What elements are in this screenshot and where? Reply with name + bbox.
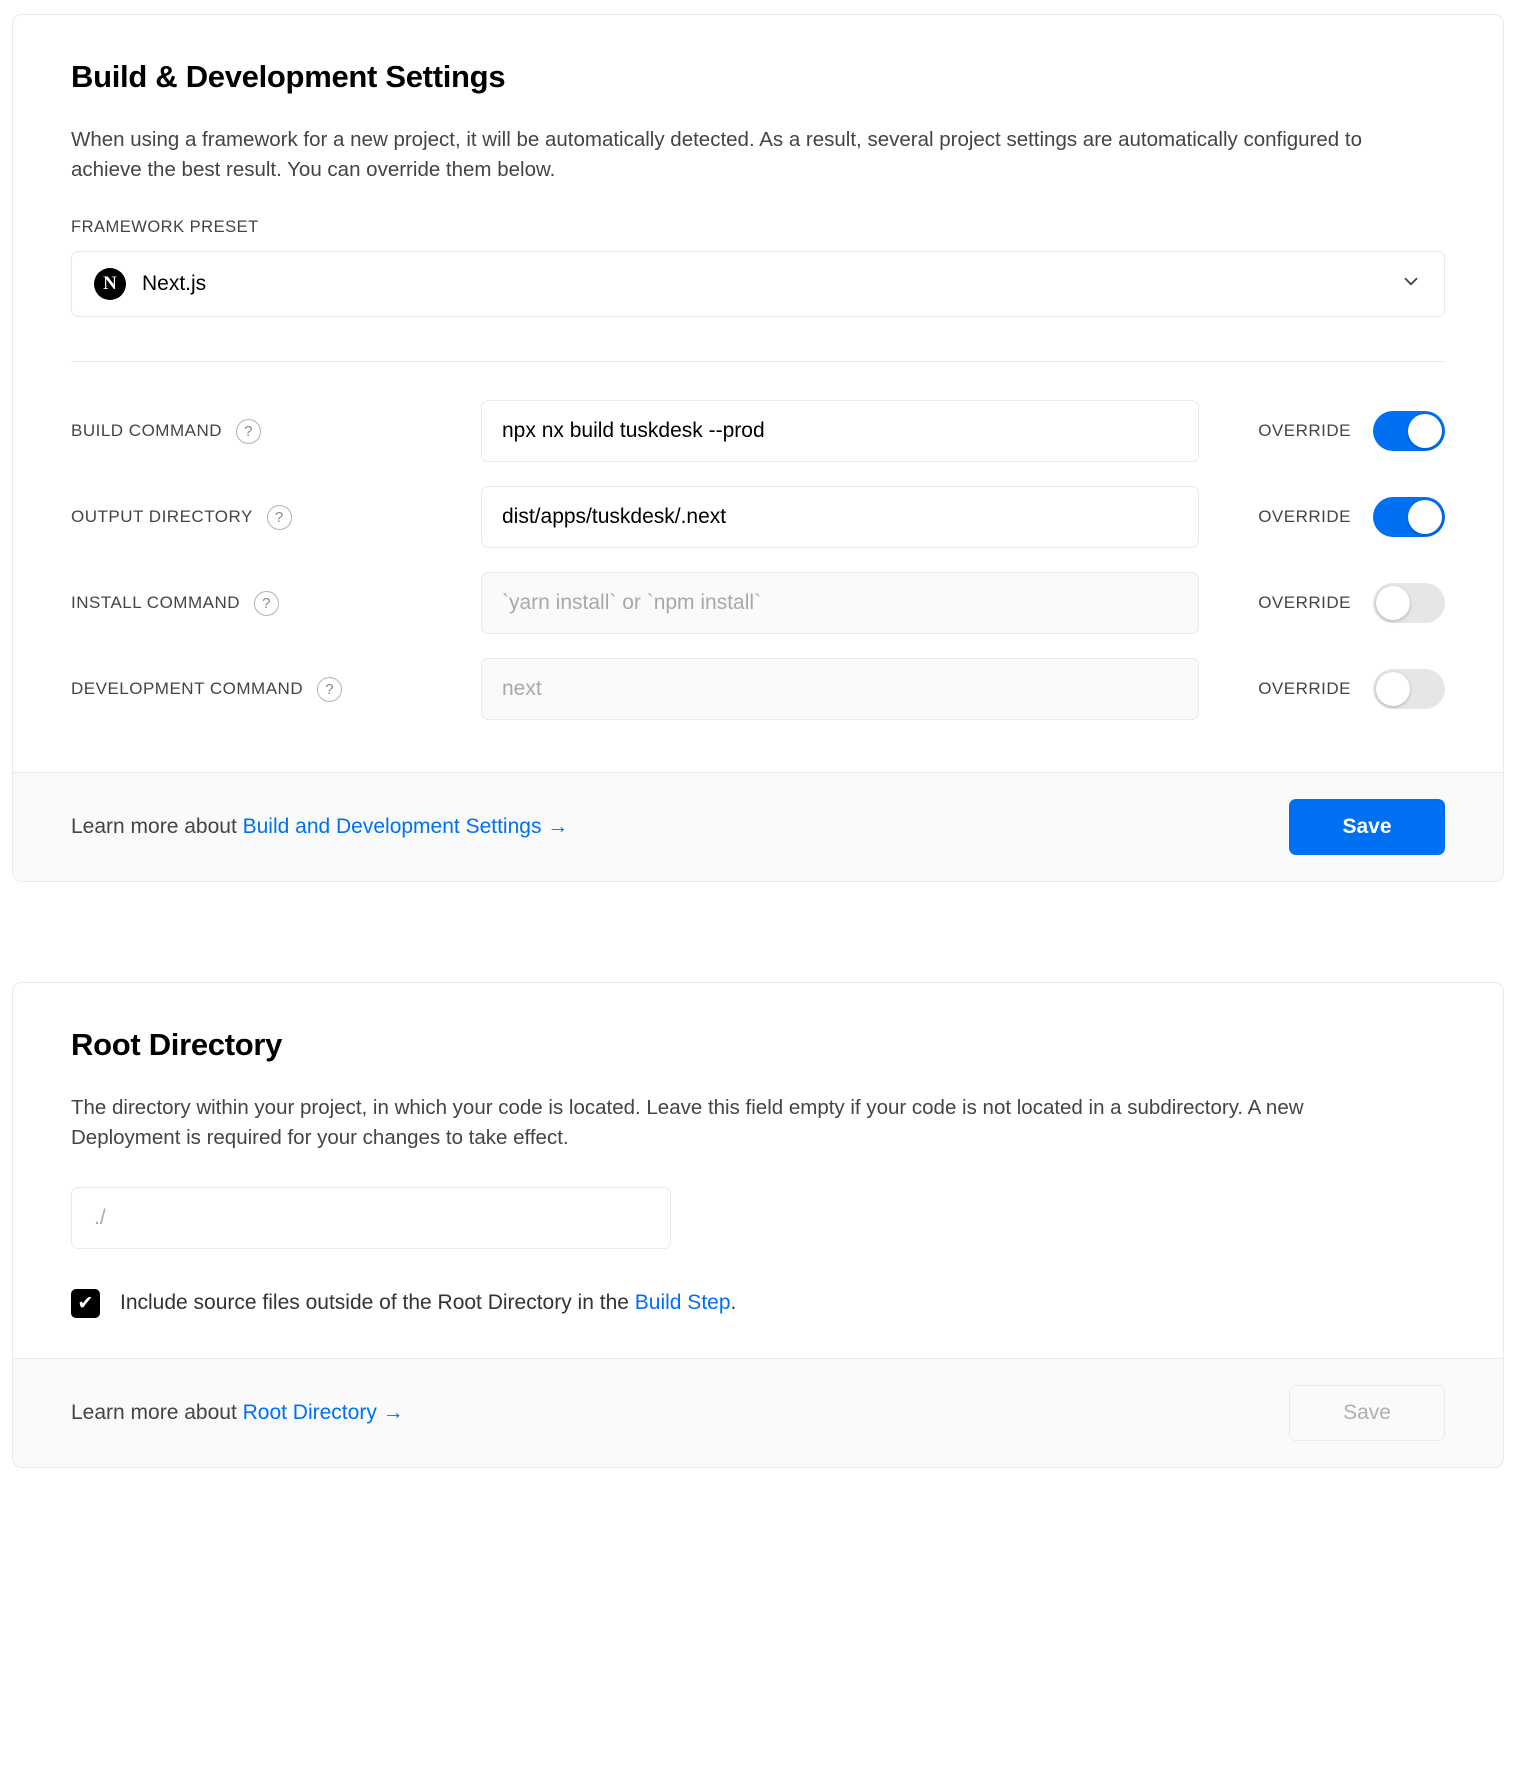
build-learn-more-prefix: Learn more about [71,815,243,839]
development-command-label: DEVELOPMENT COMMAND [71,679,304,699]
root-directory-card [12,982,1504,1467]
root-card-body [13,983,1503,1357]
build-and-development-settings-card [12,14,1504,882]
override-label: OVERRIDE [1258,421,1351,441]
card-gap [12,882,1504,982]
toggle-knob [1408,414,1442,448]
root-directory-input[interactable] [71,1187,671,1249]
toggle-knob [1408,500,1442,534]
toggle-knob [1376,586,1410,620]
nextjs-logo-icon: N [94,268,126,300]
help-icon[interactable]: ? [236,419,261,444]
output-directory-override-toggle[interactable] [1373,497,1445,537]
build-command-override-toggle[interactable] [1373,411,1445,451]
development-command-input[interactable] [481,658,1199,720]
chevron-down-icon [1400,271,1422,298]
framework-preset-label: FRAMEWORK PRESET [71,218,259,237]
root-card-footer [13,1358,1503,1467]
root-learn-more-prefix: Learn more about [71,1400,243,1424]
build-command-label-group [71,419,481,444]
page-title: Build & Development Settings [71,59,506,94]
install-command-override-toggle[interactable] [1373,583,1445,623]
install-command-override-group [1258,583,1445,623]
help-icon[interactable]: ? [317,677,342,702]
build-command-row [71,388,1445,474]
output-directory-label: OUTPUT DIRECTORY [71,507,253,527]
install-command-label-group [71,591,481,616]
output-directory-input[interactable] [481,486,1199,548]
build-command-input-wrap [481,400,1199,462]
toggle-knob [1376,672,1410,706]
root-directory-description: The directory within your project, in which your code is located. Leave this field empty if your code is not located in a subdirectory. A new Deployment is required for your changes to take effect. [71,1096,1304,1150]
root-directory-title: Root Directory [71,1027,283,1063]
output-directory-label-group [71,505,481,530]
root-save-button[interactable]: Save [1289,1385,1445,1441]
install-command-input-wrap [481,572,1199,634]
development-command-input-wrap [481,658,1199,720]
override-label: OVERRIDE [1258,679,1351,699]
build-card-body [13,15,1503,772]
development-command-override-toggle[interactable] [1373,669,1445,709]
build-command-label: BUILD COMMAND [71,421,223,441]
include-source-files-row [71,1289,1445,1318]
framework-preset-select[interactable] [71,251,1445,317]
build-learn-more [71,815,568,839]
build-save-button[interactable]: Save [1289,799,1445,855]
divider [71,361,1445,362]
include-source-files-text-after: . [730,1291,737,1315]
build-card-footer [13,772,1503,881]
install-command-row [71,560,1445,646]
override-label: OVERRIDE [1258,593,1351,613]
include-source-files-text-before: Include source files outside of the Root Directory in the [120,1291,635,1315]
install-command-label: INSTALL COMMAND [71,593,241,613]
build-step-link[interactable]: Build Step [634,1291,731,1315]
build-command-override-group [1258,411,1445,451]
include-source-files-checkbox[interactable]: ✔ [71,1289,100,1318]
build-settings-link[interactable]: Build and Development Settings → [242,815,569,839]
override-label: OVERRIDE [1258,507,1351,527]
root-learn-more [71,1401,404,1425]
development-command-row [71,646,1445,732]
include-source-files-label [120,1291,736,1315]
output-directory-override-group [1258,497,1445,537]
development-command-label-group [71,677,481,702]
build-card-description: When using a framework for a new project, it will be automatically detected. As a result, several project settings are automatically configured to achieve the best result. You can override them below. [71,128,1362,181]
install-command-input[interactable] [481,572,1199,634]
framework-preset-value: Next.js [142,272,207,296]
development-command-override-group [1258,669,1445,709]
output-directory-row [71,474,1445,560]
build-command-input[interactable] [481,400,1199,462]
root-directory-link[interactable]: Root Directory → [242,1400,404,1424]
help-icon[interactable]: ? [267,505,292,530]
help-icon[interactable]: ? [254,591,279,616]
output-directory-input-wrap [481,486,1199,548]
